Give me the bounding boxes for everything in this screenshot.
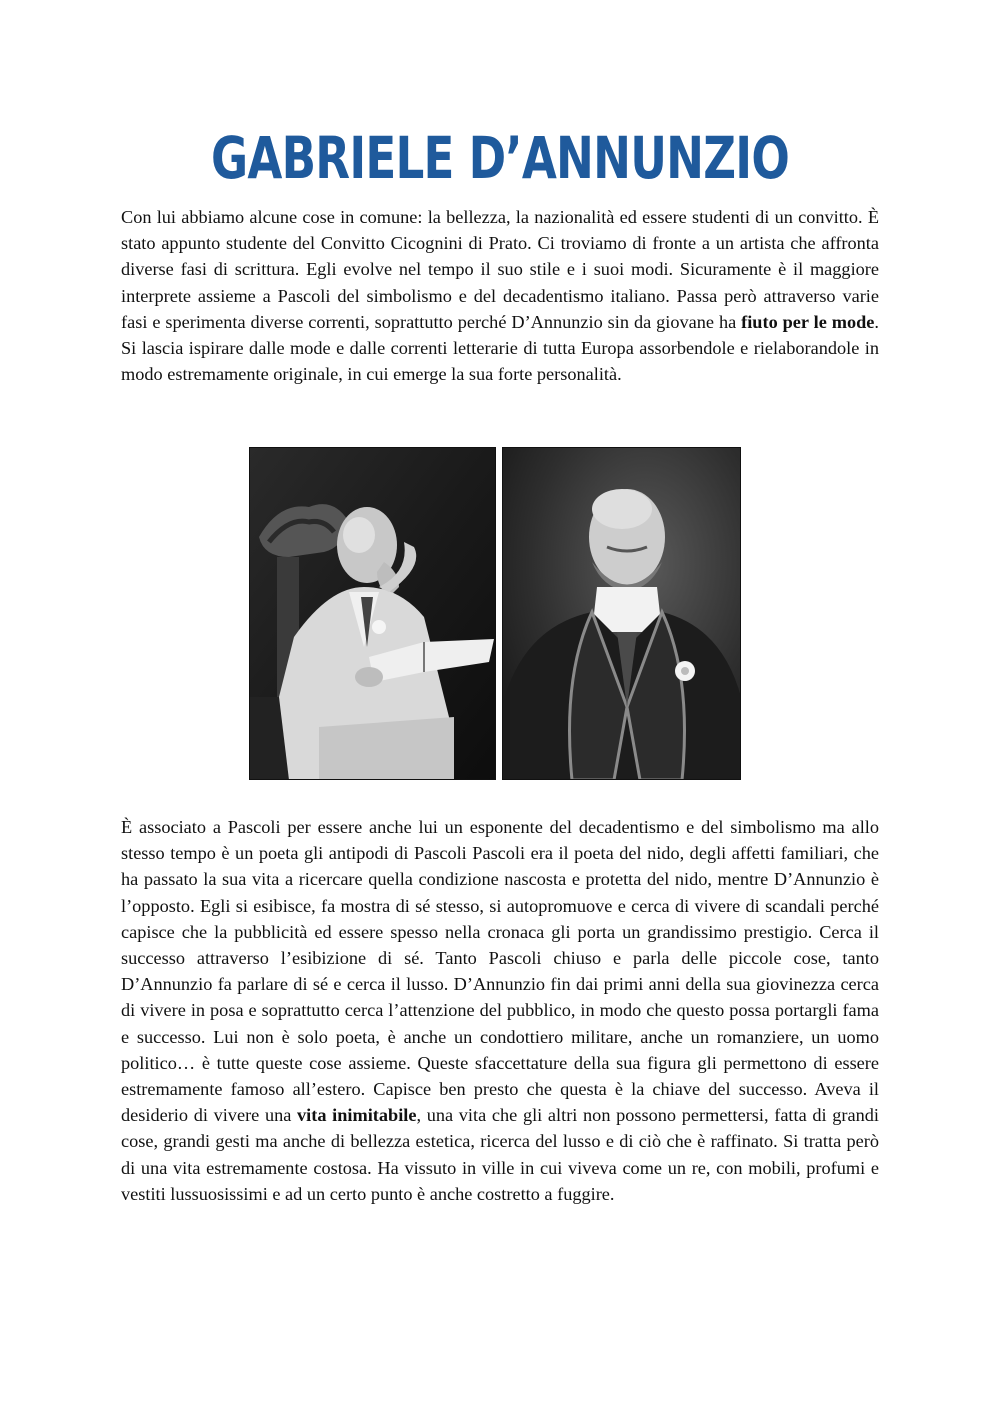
paragraph-intro-text-2: . Si lascia ispirare dalle mode e dalle correnti letterarie di tutta Europa assorbendole e rielaborandole in modo estremamente originale, in cui emerge la sua forte personalità.: [121, 311, 879, 385]
paragraph-main: [121, 814, 879, 1207]
page-title: GABRIELE D’ANNUNZIO: [210, 124, 790, 192]
paragraph-intro-bold: fiuto per le mode: [741, 311, 875, 332]
paragraph-intro: [121, 204, 879, 387]
portrait-photo-standing: [502, 447, 741, 780]
portrait-photo-reading: [249, 447, 496, 780]
paragraph-main-text-2: , una vita che gli altri non possono permettersi, fatta di grandi cose, grandi gesti ma anche di bellezza estetica, ricerca del lusso e di ciò che è raffinato. Si tratta però di una vita estremamente costosa. Ha vissuto in ville in cui viveva come un re, con mobili, profumi e vestiti lussuosissimi e ad un certo punto è anche costretto a fuggire.: [121, 1105, 879, 1204]
photo-pair: [249, 447, 741, 780]
paragraph-main-bold: vita inimitabile: [297, 1105, 417, 1126]
paragraph-main-text-1: È associato a Pascoli per essere anche lui un esponente del decadentismo e del simbolismo ma allo stesso tempo è un poeta gli antipodi di Pascoli Pascoli era il poeta del nido, degli affetti familiari, che ha passato la sua vita a ricercare quella condizione nascosta e protetta del nido, mentre D’Annunzio è l’opposto. Egli si esibisce, fa mostra di sé stesso, si autopromuove e cerca di vivere di scandali perché capisce che la pubblicità ed essere spesso nella cronaca gli porta un grandissimo prestigio. Cerca il successo attraverso l’esibizione di sé. Tanto Pascoli chiuso e parla delle piccole cose, tanto D’Annunzio fa parlare di sé e cerca il lusso. D’Annunzio fin dai primi anni della sua giovinezza cerca di vivere in posa e soprattutto cerca l’attenzione del pubblico, in modo che questo possa portargli fama e successo. Lui non è solo poeta, è anche un condottiero militare, anche un romanziere, un uomo politico… è tutte queste cose assieme. Queste sfaccettature della sua figura gli permettono di essere estremamente famoso all’estero. Capisce ben presto che questa è la chiave del successo. Aveva il desiderio di vivere una: [121, 817, 879, 1126]
paragraph-intro-text-1: Con lui abbiamo alcune cose in comune: la bellezza, la nazionalità ed essere studenti di un convitto. È stato appunto studente del Convitto Cicognini di Prato. Ci troviamo di fronte a un artista che affronta diverse fasi di scrittura. Egli evolve nel tempo il suo stile e i suoi modi. Sicuramente è il maggiore interprete assieme a Pascoli del simbolismo e del decadentismo italiano. Passa però attraverso varie fasi e sperimenta diverse correnti, soprattutto perché D’Annunzio sin da giovane ha: [121, 207, 879, 332]
